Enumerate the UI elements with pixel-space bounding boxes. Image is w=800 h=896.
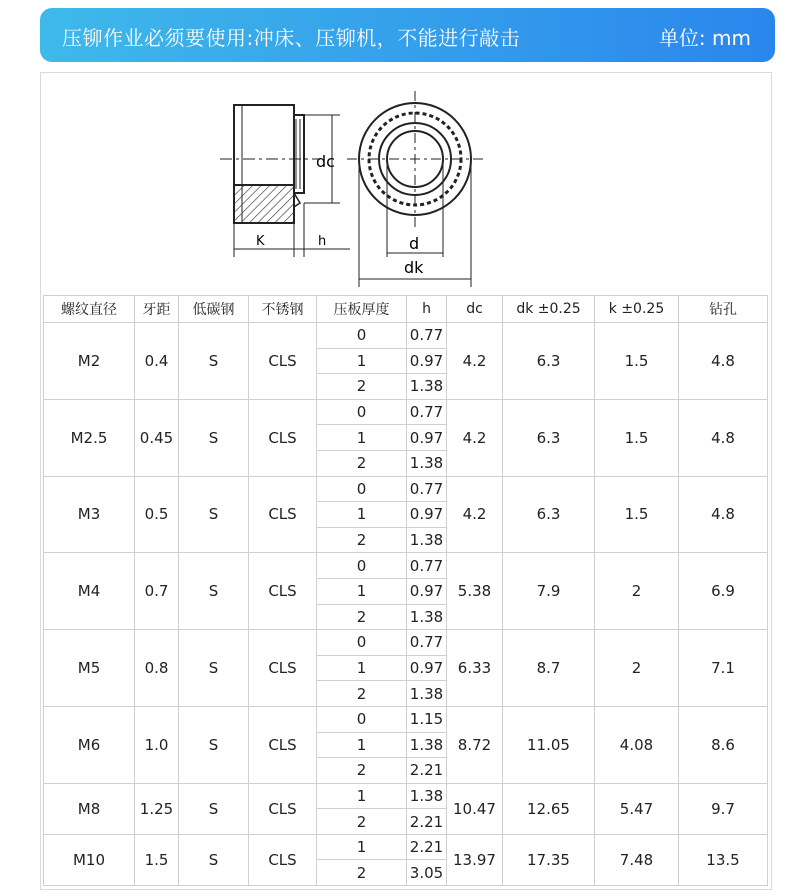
dc-cell: 6.33 [447,630,503,707]
spec-table [43,295,768,886]
carbon-steel-cell: S [179,323,249,400]
k-cell: 1.5 [595,476,679,553]
col-header: 压板厚度 [317,296,407,323]
dc-cell: 4.2 [447,323,503,400]
k-cell: 1.5 [595,399,679,476]
col-header: dk ±0.25 [503,296,595,323]
plate-thickness-cell: 2 [317,809,407,835]
table-row [44,706,768,732]
header-banner [40,8,775,62]
drill-hole-cell: 13.5 [679,834,768,885]
thread-size-cell: M2.5 [44,399,135,476]
drill-hole-cell: 4.8 [679,476,768,553]
col-header: 螺纹直径 [44,296,135,323]
stainless-cell: CLS [249,476,317,553]
col-header: h [407,296,447,323]
drill-hole-cell: 4.8 [679,323,768,400]
h-cell: 0.97 [407,655,447,681]
plate-thickness-cell: 1 [317,783,407,809]
plate-thickness-cell: 1 [317,732,407,758]
pitch-cell: 1.0 [135,706,179,783]
table-header-row [44,296,768,323]
dk-cell: 8.7 [503,630,595,707]
pitch-cell: 0.45 [135,399,179,476]
plate-thickness-cell: 1 [317,655,407,681]
h-cell: 3.05 [407,860,447,886]
k-cell: 2 [595,630,679,707]
plate-thickness-cell: 0 [317,323,407,349]
drill-hole-cell: 8.6 [679,706,768,783]
plate-thickness-cell: 1 [317,425,407,451]
col-header: k ±0.25 [595,296,679,323]
k-cell: 4.08 [595,706,679,783]
h-cell: 1.38 [407,450,447,476]
dc-cell: 8.72 [447,706,503,783]
plate-thickness-cell: 1 [317,348,407,374]
plate-thickness-cell: 2 [317,374,407,400]
table-row [44,323,768,349]
h-cell: 0.77 [407,630,447,656]
thread-size-cell: M10 [44,834,135,885]
stainless-cell: CLS [249,323,317,400]
h-cell: 0.97 [407,425,447,451]
plate-thickness-cell: 1 [317,834,407,860]
pitch-cell: 0.4 [135,323,179,400]
k-cell: 1.5 [595,323,679,400]
col-header: 钻孔 [679,296,768,323]
drill-hole-cell: 4.8 [679,399,768,476]
h-cell: 1.15 [407,706,447,732]
h-cell: 1.38 [407,374,447,400]
plate-thickness-cell: 2 [317,604,407,630]
col-header: 不锈钢 [249,296,317,323]
carbon-steel-cell: S [179,476,249,553]
dc-cell: 4.2 [447,399,503,476]
dc-cell: 10.47 [447,783,503,834]
h-cell: 1.38 [407,681,447,707]
drill-hole-cell: 6.9 [679,553,768,630]
thread-size-cell: M5 [44,630,135,707]
label-d: d [409,234,420,253]
thread-size-cell: M4 [44,553,135,630]
dc-cell: 5.38 [447,553,503,630]
k-cell: 5.47 [595,783,679,834]
stainless-cell: CLS [249,630,317,707]
h-cell: 1.38 [407,527,447,553]
carbon-steel-cell: S [179,834,249,885]
h-cell: 2.21 [407,809,447,835]
pitch-cell: 1.5 [135,834,179,885]
dk-cell: 6.3 [503,323,595,400]
nut-diagram [200,85,510,295]
header-title: 压铆作业必须要使用:冲床、压铆机，不能进行敲击 [62,26,521,50]
h-cell: 0.77 [407,553,447,579]
table-row [44,783,768,809]
table-row [44,399,768,425]
plate-thickness-cell: 0 [317,630,407,656]
table-row [44,834,768,860]
h-cell: 2.21 [407,758,447,784]
dc-cell: 13.97 [447,834,503,885]
k-cell: 2 [595,553,679,630]
dk-cell: 17.35 [503,834,595,885]
plate-thickness-cell: 2 [317,758,407,784]
dk-cell: 7.9 [503,553,595,630]
stainless-cell: CLS [249,553,317,630]
plate-thickness-cell: 0 [317,553,407,579]
stainless-cell: CLS [249,783,317,834]
h-cell: 0.77 [407,476,447,502]
thread-size-cell: M2 [44,323,135,400]
pitch-cell: 0.8 [135,630,179,707]
carbon-steel-cell: S [179,706,249,783]
dk-cell: 6.3 [503,399,595,476]
dc-cell: 4.2 [447,476,503,553]
table-row [44,553,768,579]
h-cell: 1.38 [407,783,447,809]
side-view [220,105,350,257]
k-cell: 7.48 [595,834,679,885]
h-cell: 0.77 [407,399,447,425]
plate-thickness-cell: 2 [317,450,407,476]
table-body [44,323,768,886]
col-header: 低碳钢 [179,296,249,323]
label-dk: dk [404,258,424,277]
plate-thickness-cell: 0 [317,706,407,732]
dk-cell: 12.65 [503,783,595,834]
dk-cell: 11.05 [503,706,595,783]
plate-thickness-cell: 2 [317,681,407,707]
table-row [44,476,768,502]
stainless-cell: CLS [249,834,317,885]
plate-thickness-cell: 2 [317,527,407,553]
drill-hole-cell: 9.7 [679,783,768,834]
table-row [44,630,768,656]
h-cell: 2.21 [407,834,447,860]
pitch-cell: 1.25 [135,783,179,834]
col-header: dc [447,296,503,323]
h-cell: 1.38 [407,732,447,758]
carbon-steel-cell: S [179,630,249,707]
unit-label: 单位: mm [658,26,751,50]
h-cell: 0.97 [407,578,447,604]
dk-cell: 6.3 [503,476,595,553]
carbon-steel-cell: S [179,399,249,476]
pitch-cell: 0.7 [135,553,179,630]
thread-size-cell: M6 [44,706,135,783]
h-cell: 0.97 [407,502,447,528]
label-h: h [318,234,327,249]
label-k: K [256,234,265,249]
plate-thickness-cell: 1 [317,578,407,604]
thread-size-cell: M3 [44,476,135,553]
col-header: 牙距 [135,296,179,323]
carbon-steel-cell: S [179,553,249,630]
carbon-steel-cell: S [179,783,249,834]
label-dc: dc [316,152,335,171]
thread-size-cell: M8 [44,783,135,834]
plate-thickness-cell: 0 [317,476,407,502]
plate-thickness-cell: 0 [317,399,407,425]
h-cell: 0.77 [407,323,447,349]
stainless-cell: CLS [249,706,317,783]
plate-thickness-cell: 1 [317,502,407,528]
stainless-cell: CLS [249,399,317,476]
pitch-cell: 0.5 [135,476,179,553]
drill-hole-cell: 7.1 [679,630,768,707]
h-cell: 0.97 [407,348,447,374]
plate-thickness-cell: 2 [317,860,407,886]
h-cell: 1.38 [407,604,447,630]
